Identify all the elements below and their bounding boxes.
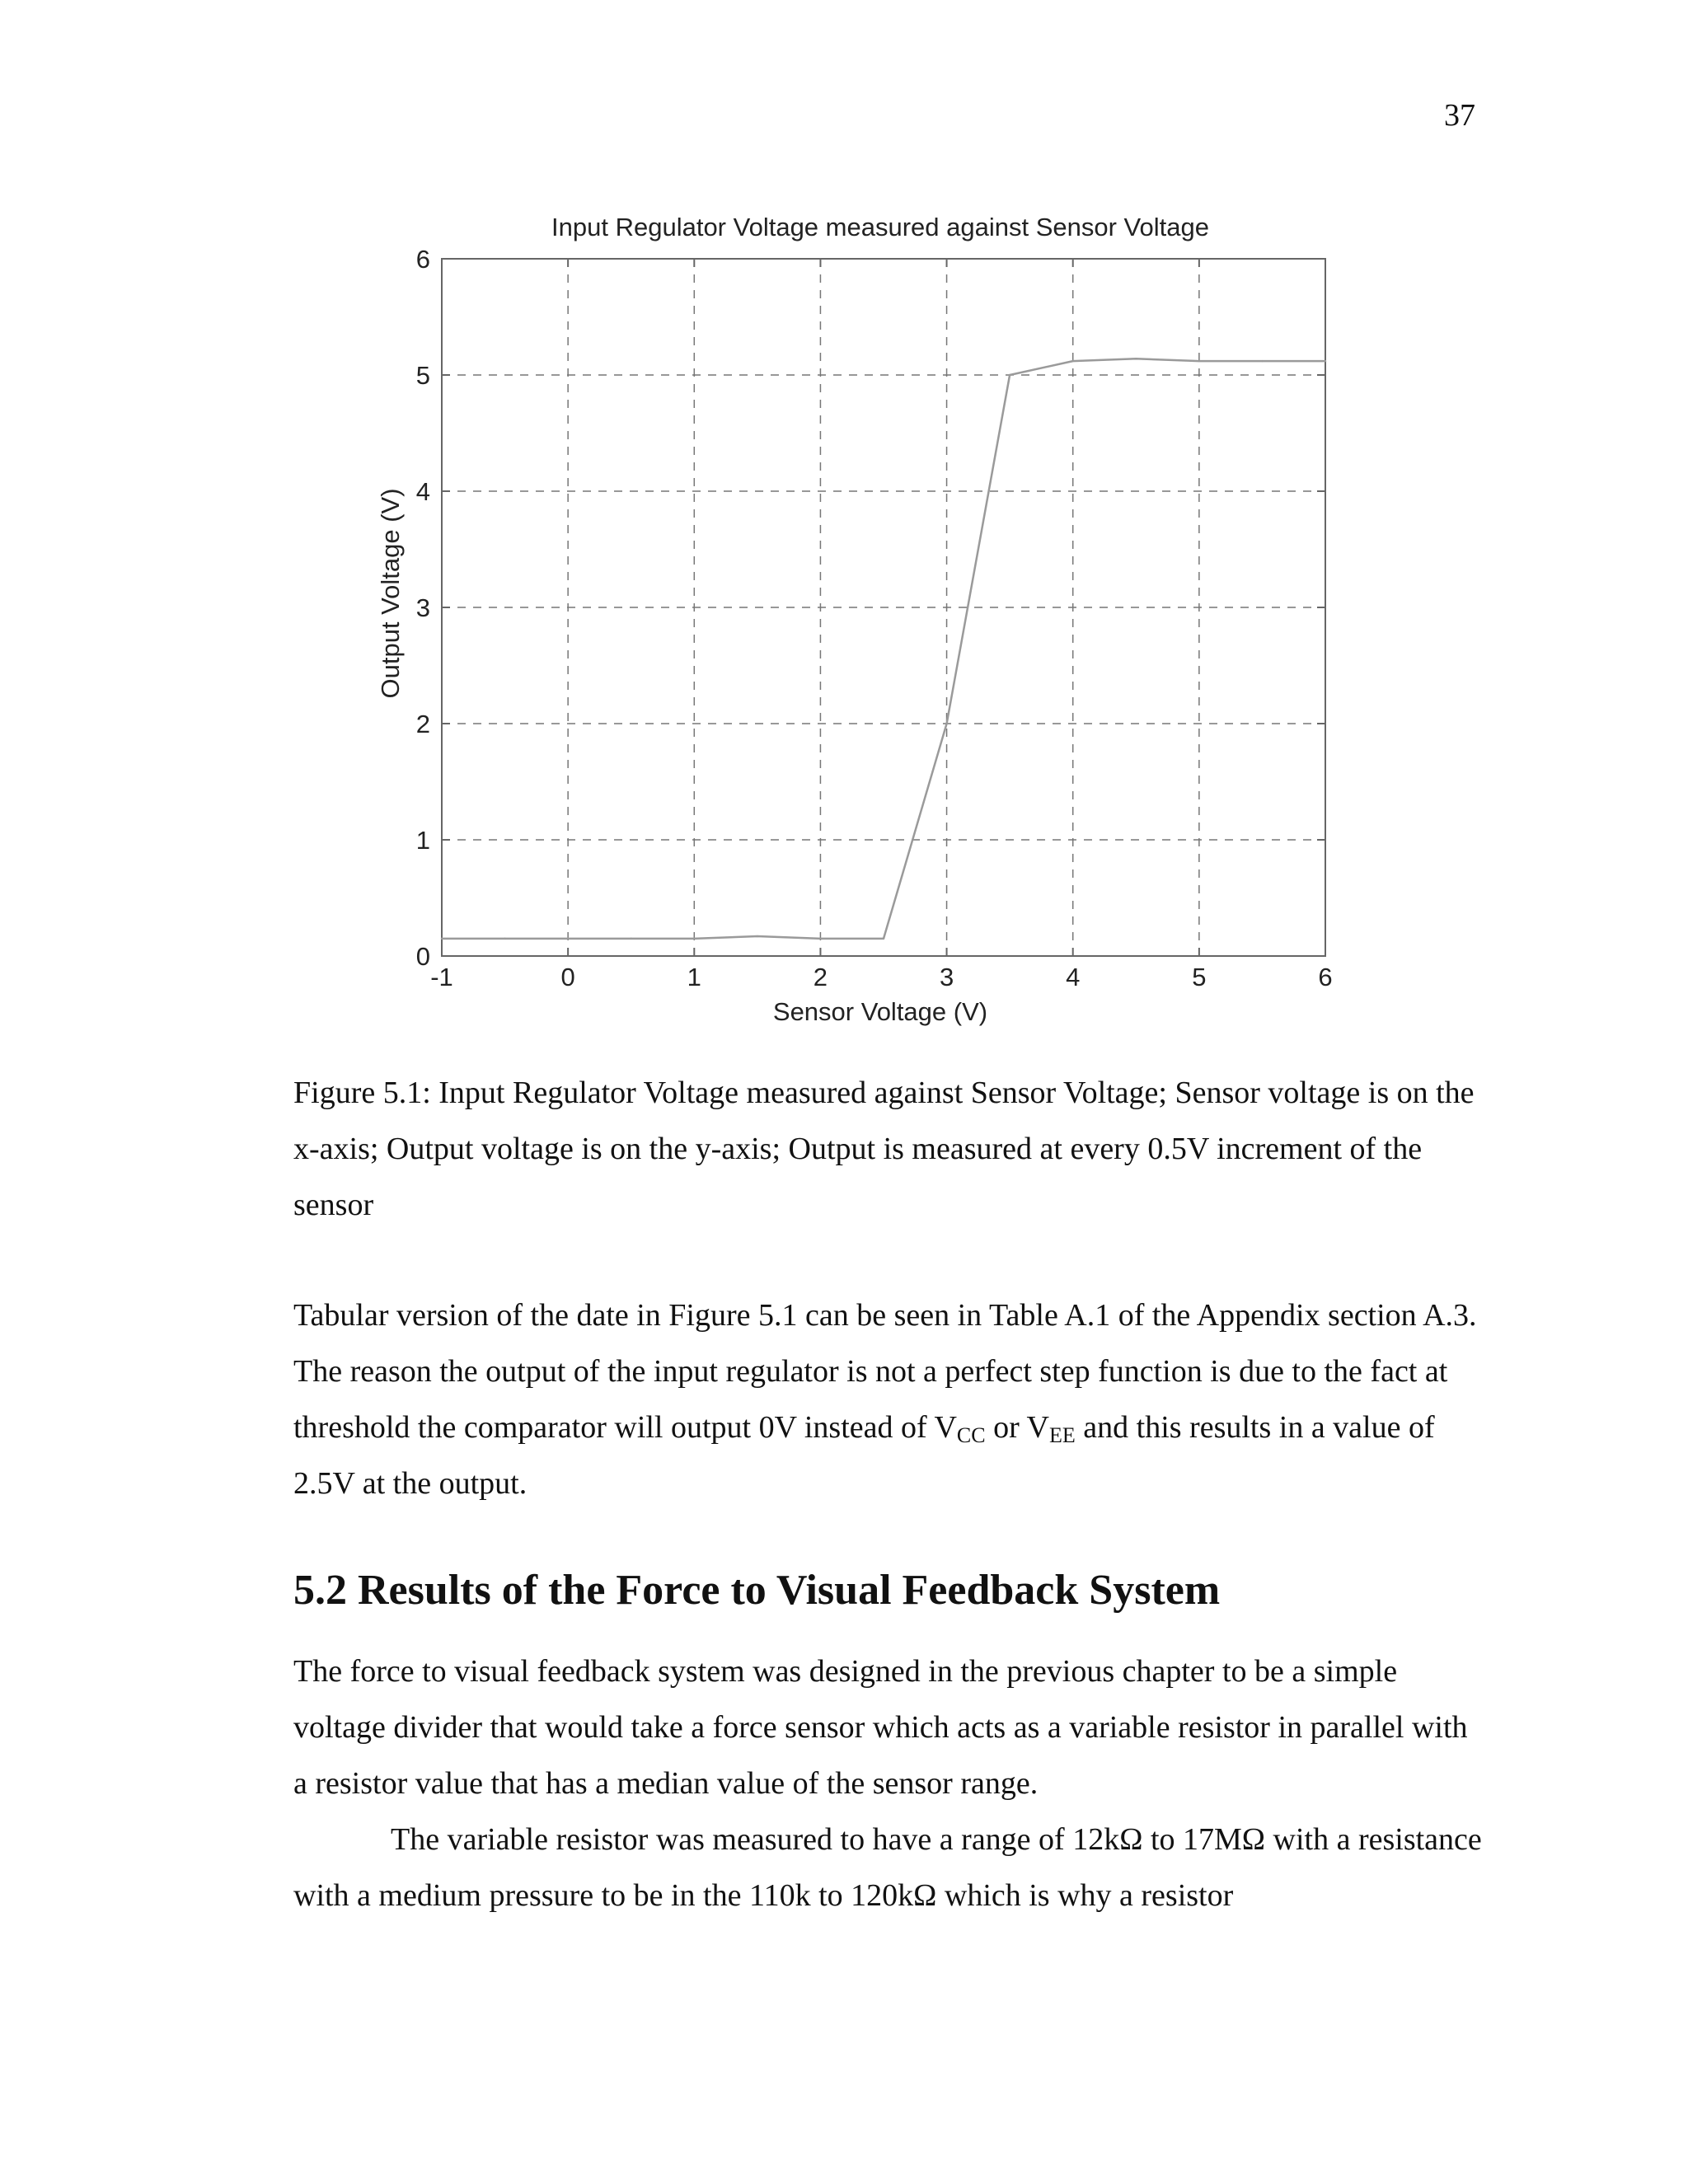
- x-tick-label: 2: [813, 963, 828, 991]
- data-point: [567, 938, 569, 940]
- y-tick-label: 4: [415, 477, 430, 506]
- data-point: [441, 938, 443, 940]
- data-point: [757, 935, 758, 937]
- figure-caption: Figure 5.1: Input Regulator Voltage measured against Sensor Voltage; Sensor voltage is on the x-axis; Output voltage is on the y-axis; Output is measured at every 0.5V increment of the sensor: [293, 1076, 1475, 1222]
- paragraph-tabular-note: [293, 1287, 1489, 1511]
- paragraph-text: The variable resistor was measured to have a range of 12kΩ to 17MΩ with a resistance with a medium pressure to be in the 110k to 120kΩ which is why a resistor: [293, 1822, 1482, 1913]
- y-tick-label: 5: [415, 361, 430, 390]
- data-point: [1009, 374, 1010, 376]
- line-chart: [330, 198, 1401, 1047]
- x-tick-label: -1: [430, 963, 453, 991]
- data-point: [504, 938, 505, 940]
- data-point: [693, 938, 695, 940]
- data-point: [1325, 360, 1326, 362]
- paragraph-design-summary: The force to visual feedback system was designed in the previous chapter to be a simple voltage divider that would take a force sensor which acts as a variable resistor in parallel with a resistor value that has a median value of the sensor range.: [293, 1654, 1468, 1801]
- subscript-cc: CC: [956, 1423, 986, 1447]
- chart-title: Input Regulator Voltage measured against Sensor Voltage: [551, 213, 1209, 241]
- data-point: [1198, 360, 1200, 362]
- y-tick-label: 2: [415, 710, 430, 738]
- paragraph-resistor-range: [293, 1811, 1489, 1924]
- x-tick-label: 3: [939, 963, 954, 991]
- y-tick-label: 3: [415, 593, 430, 622]
- y-tick-label: 0: [415, 942, 430, 971]
- data-point: [1261, 360, 1263, 362]
- y-tick-label: 6: [415, 245, 430, 274]
- page-number: 37: [1444, 98, 1475, 133]
- subscript-ee: EE: [1049, 1423, 1076, 1447]
- series-line: [442, 359, 1325, 939]
- data-point: [1135, 358, 1137, 359]
- data-point: [819, 938, 821, 940]
- paragraph-text: Tabular version of the date in Figure 5.1 can be seen in Table A.1 of the Appendix section A.3. The reason the output of the input regulator is not a perfect step function is due to the fact at threshold the comparator will output 0V instead of V: [293, 1298, 1477, 1445]
- paragraph-text: or V: [985, 1410, 1050, 1445]
- data-point: [1072, 360, 1074, 362]
- x-tick-label: 5: [1192, 963, 1207, 991]
- section-heading: 5.2 Results of the Force to Visual Feedback System: [293, 1567, 1221, 1614]
- y-tick-label: 1: [415, 826, 430, 855]
- y-axis-label: Output Voltage (V): [376, 488, 405, 699]
- x-tick-label: 1: [687, 963, 701, 991]
- x-tick-label: 0: [560, 963, 575, 991]
- data-point: [631, 938, 632, 940]
- data-point: [883, 938, 884, 940]
- x-axis-label: Sensor Voltage (V): [772, 997, 988, 1026]
- x-tick-label: 6: [1318, 963, 1333, 991]
- paragraph-text: and this results in a value of 2.5V at the output.: [293, 1410, 1435, 1501]
- x-tick-label: 4: [1066, 963, 1081, 991]
- data-point: [945, 723, 947, 724]
